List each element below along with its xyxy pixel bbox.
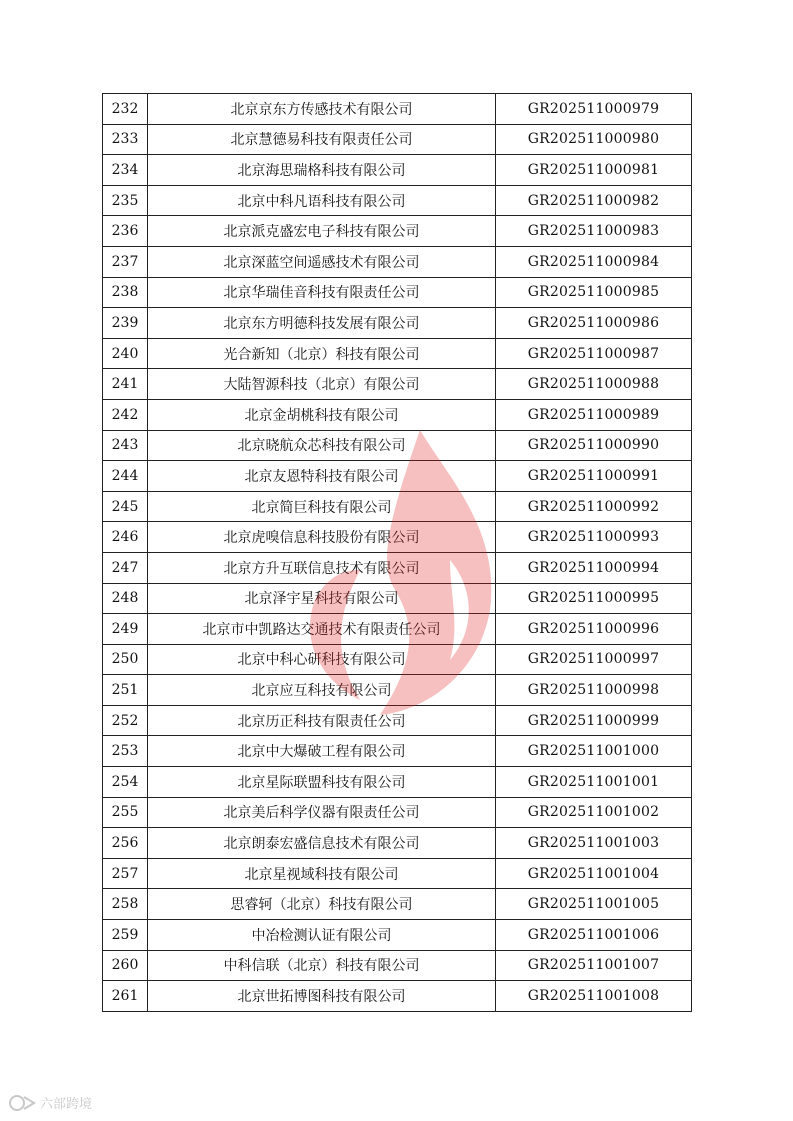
row-number: 257 — [103, 858, 148, 889]
table-row — [103, 552, 692, 583]
certificate-code: GR202511000996 — [496, 614, 692, 645]
company-name: 北京中科凡语科技有限公司 — [148, 185, 496, 216]
certificate-code: GR202511000984 — [496, 246, 692, 277]
table-row — [103, 308, 692, 339]
company-name: 大陆智源科技（北京）有限公司 — [148, 369, 496, 400]
row-number: 233 — [103, 124, 148, 155]
company-name: 北京深蓝空间遥感技术有限公司 — [148, 246, 496, 277]
company-name: 北京历正科技有限责任公司 — [148, 705, 496, 736]
table-row — [103, 920, 692, 951]
table-row — [103, 858, 692, 889]
row-number: 260 — [103, 950, 148, 981]
certificate-code: GR202511000979 — [496, 94, 692, 125]
certificate-code: GR202511001006 — [496, 920, 692, 951]
brand-logo-icon — [8, 1094, 36, 1112]
table-row — [103, 94, 692, 125]
row-number: 253 — [103, 736, 148, 767]
row-number: 255 — [103, 797, 148, 828]
row-number: 246 — [103, 522, 148, 553]
footer-brand-label: 六部跨境 — [40, 1097, 93, 1112]
table-row — [103, 705, 692, 736]
table-row — [103, 736, 692, 767]
row-number: 241 — [103, 369, 148, 400]
table-row — [103, 246, 692, 277]
certificate-code: GR202511000999 — [496, 705, 692, 736]
row-number: 245 — [103, 491, 148, 522]
table-row — [103, 797, 692, 828]
table-row — [103, 583, 692, 614]
row-number: 249 — [103, 614, 148, 645]
company-name: 北京慧德易科技有限责任公司 — [148, 124, 496, 155]
company-name: 北京海思瑞格科技有限公司 — [148, 155, 496, 186]
table-row — [103, 889, 692, 920]
certificate-code: GR202511000994 — [496, 552, 692, 583]
row-number: 236 — [103, 216, 148, 247]
certificate-code: GR202511000981 — [496, 155, 692, 186]
company-name: 思睿轲（北京）科技有限公司 — [148, 889, 496, 920]
company-table — [102, 93, 692, 1012]
table-row — [103, 981, 692, 1012]
certificate-code: GR202511001000 — [496, 736, 692, 767]
company-name: 北京华瑞佳音科技有限责任公司 — [148, 277, 496, 308]
row-number: 244 — [103, 461, 148, 492]
company-name: 北京中科心研科技有限公司 — [148, 644, 496, 675]
certificate-code: GR202511000989 — [496, 399, 692, 430]
row-number: 251 — [103, 675, 148, 706]
certificate-code: GR202511000987 — [496, 338, 692, 369]
certificate-code: GR202511001002 — [496, 797, 692, 828]
row-number: 248 — [103, 583, 148, 614]
company-name: 北京应互科技有限公司 — [148, 675, 496, 706]
table-row — [103, 675, 692, 706]
footer-brand — [8, 1093, 92, 1112]
row-number: 239 — [103, 308, 148, 339]
table-body — [103, 94, 692, 1012]
table-row — [103, 369, 692, 400]
row-number: 258 — [103, 889, 148, 920]
company-name: 北京泽宇星科技有限公司 — [148, 583, 496, 614]
certificate-code: GR202511000991 — [496, 461, 692, 492]
certificate-code: GR202511001008 — [496, 981, 692, 1012]
certificate-code: GR202511000992 — [496, 491, 692, 522]
company-name: 光合新知（北京）科技有限公司 — [148, 338, 496, 369]
table-row — [103, 216, 692, 247]
row-number: 234 — [103, 155, 148, 186]
table-row — [103, 644, 692, 675]
certificate-code: GR202511000985 — [496, 277, 692, 308]
certificate-code: GR202511000990 — [496, 430, 692, 461]
certificate-code: GR202511001001 — [496, 767, 692, 798]
certificate-code: GR202511000997 — [496, 644, 692, 675]
table-row — [103, 767, 692, 798]
row-number: 238 — [103, 277, 148, 308]
row-number: 237 — [103, 246, 148, 277]
company-name: 北京东方明德科技发展有限公司 — [148, 308, 496, 339]
table-row — [103, 950, 692, 981]
table-row — [103, 614, 692, 645]
company-name: 北京方升互联信息技术有限公司 — [148, 552, 496, 583]
table-row — [103, 491, 692, 522]
row-number: 232 — [103, 94, 148, 125]
certificate-code: GR202511001004 — [496, 858, 692, 889]
company-name: 北京星视域科技有限公司 — [148, 858, 496, 889]
company-name: 北京简巨科技有限公司 — [148, 491, 496, 522]
company-name: 中科信联（北京）科技有限公司 — [148, 950, 496, 981]
company-name: 北京市中凯路达交通技术有限责任公司 — [148, 614, 496, 645]
row-number: 243 — [103, 430, 148, 461]
row-number: 259 — [103, 920, 148, 951]
certificate-code: GR202511000986 — [496, 308, 692, 339]
company-name: 北京虎嗅信息科技股份有限公司 — [148, 522, 496, 553]
company-name: 北京星际联盟科技有限公司 — [148, 767, 496, 798]
company-name: 北京中大爆破工程有限公司 — [148, 736, 496, 767]
company-name: 北京晓航众芯科技有限公司 — [148, 430, 496, 461]
row-number: 250 — [103, 644, 148, 675]
table-row — [103, 461, 692, 492]
company-name: 北京金胡桃科技有限公司 — [148, 399, 496, 430]
company-name: 北京世拓博图科技有限公司 — [148, 981, 496, 1012]
certificate-code: GR202511000988 — [496, 369, 692, 400]
row-number: 242 — [103, 399, 148, 430]
table-row — [103, 338, 692, 369]
row-number: 261 — [103, 981, 148, 1012]
row-number: 254 — [103, 767, 148, 798]
row-number: 247 — [103, 552, 148, 583]
table-row — [103, 430, 692, 461]
row-number: 240 — [103, 338, 148, 369]
table-row — [103, 155, 692, 186]
certificate-code: GR202511000980 — [496, 124, 692, 155]
certificate-code: GR202511000983 — [496, 216, 692, 247]
table-row — [103, 124, 692, 155]
table-row — [103, 277, 692, 308]
table-row — [103, 185, 692, 216]
company-name: 中冶检测认证有限公司 — [148, 920, 496, 951]
certificate-code: GR202511000995 — [496, 583, 692, 614]
company-name: 北京派克盛宏电子科技有限公司 — [148, 216, 496, 247]
certificate-code: GR202511001003 — [496, 828, 692, 859]
table-row — [103, 399, 692, 430]
row-number: 256 — [103, 828, 148, 859]
certificate-code: GR202511000993 — [496, 522, 692, 553]
company-name: 北京朗泰宏盛信息技术有限公司 — [148, 828, 496, 859]
certificate-code: GR202511000982 — [496, 185, 692, 216]
company-name: 北京京东方传感技术有限公司 — [148, 94, 496, 125]
certificate-code: GR202511000998 — [496, 675, 692, 706]
table-row — [103, 828, 692, 859]
certificate-code: GR202511001007 — [496, 950, 692, 981]
certificate-code: GR202511001005 — [496, 889, 692, 920]
company-name: 北京友恩特科技有限公司 — [148, 461, 496, 492]
company-name: 北京美后科学仪器有限责任公司 — [148, 797, 496, 828]
row-number: 235 — [103, 185, 148, 216]
table-row — [103, 522, 692, 553]
row-number: 252 — [103, 705, 148, 736]
